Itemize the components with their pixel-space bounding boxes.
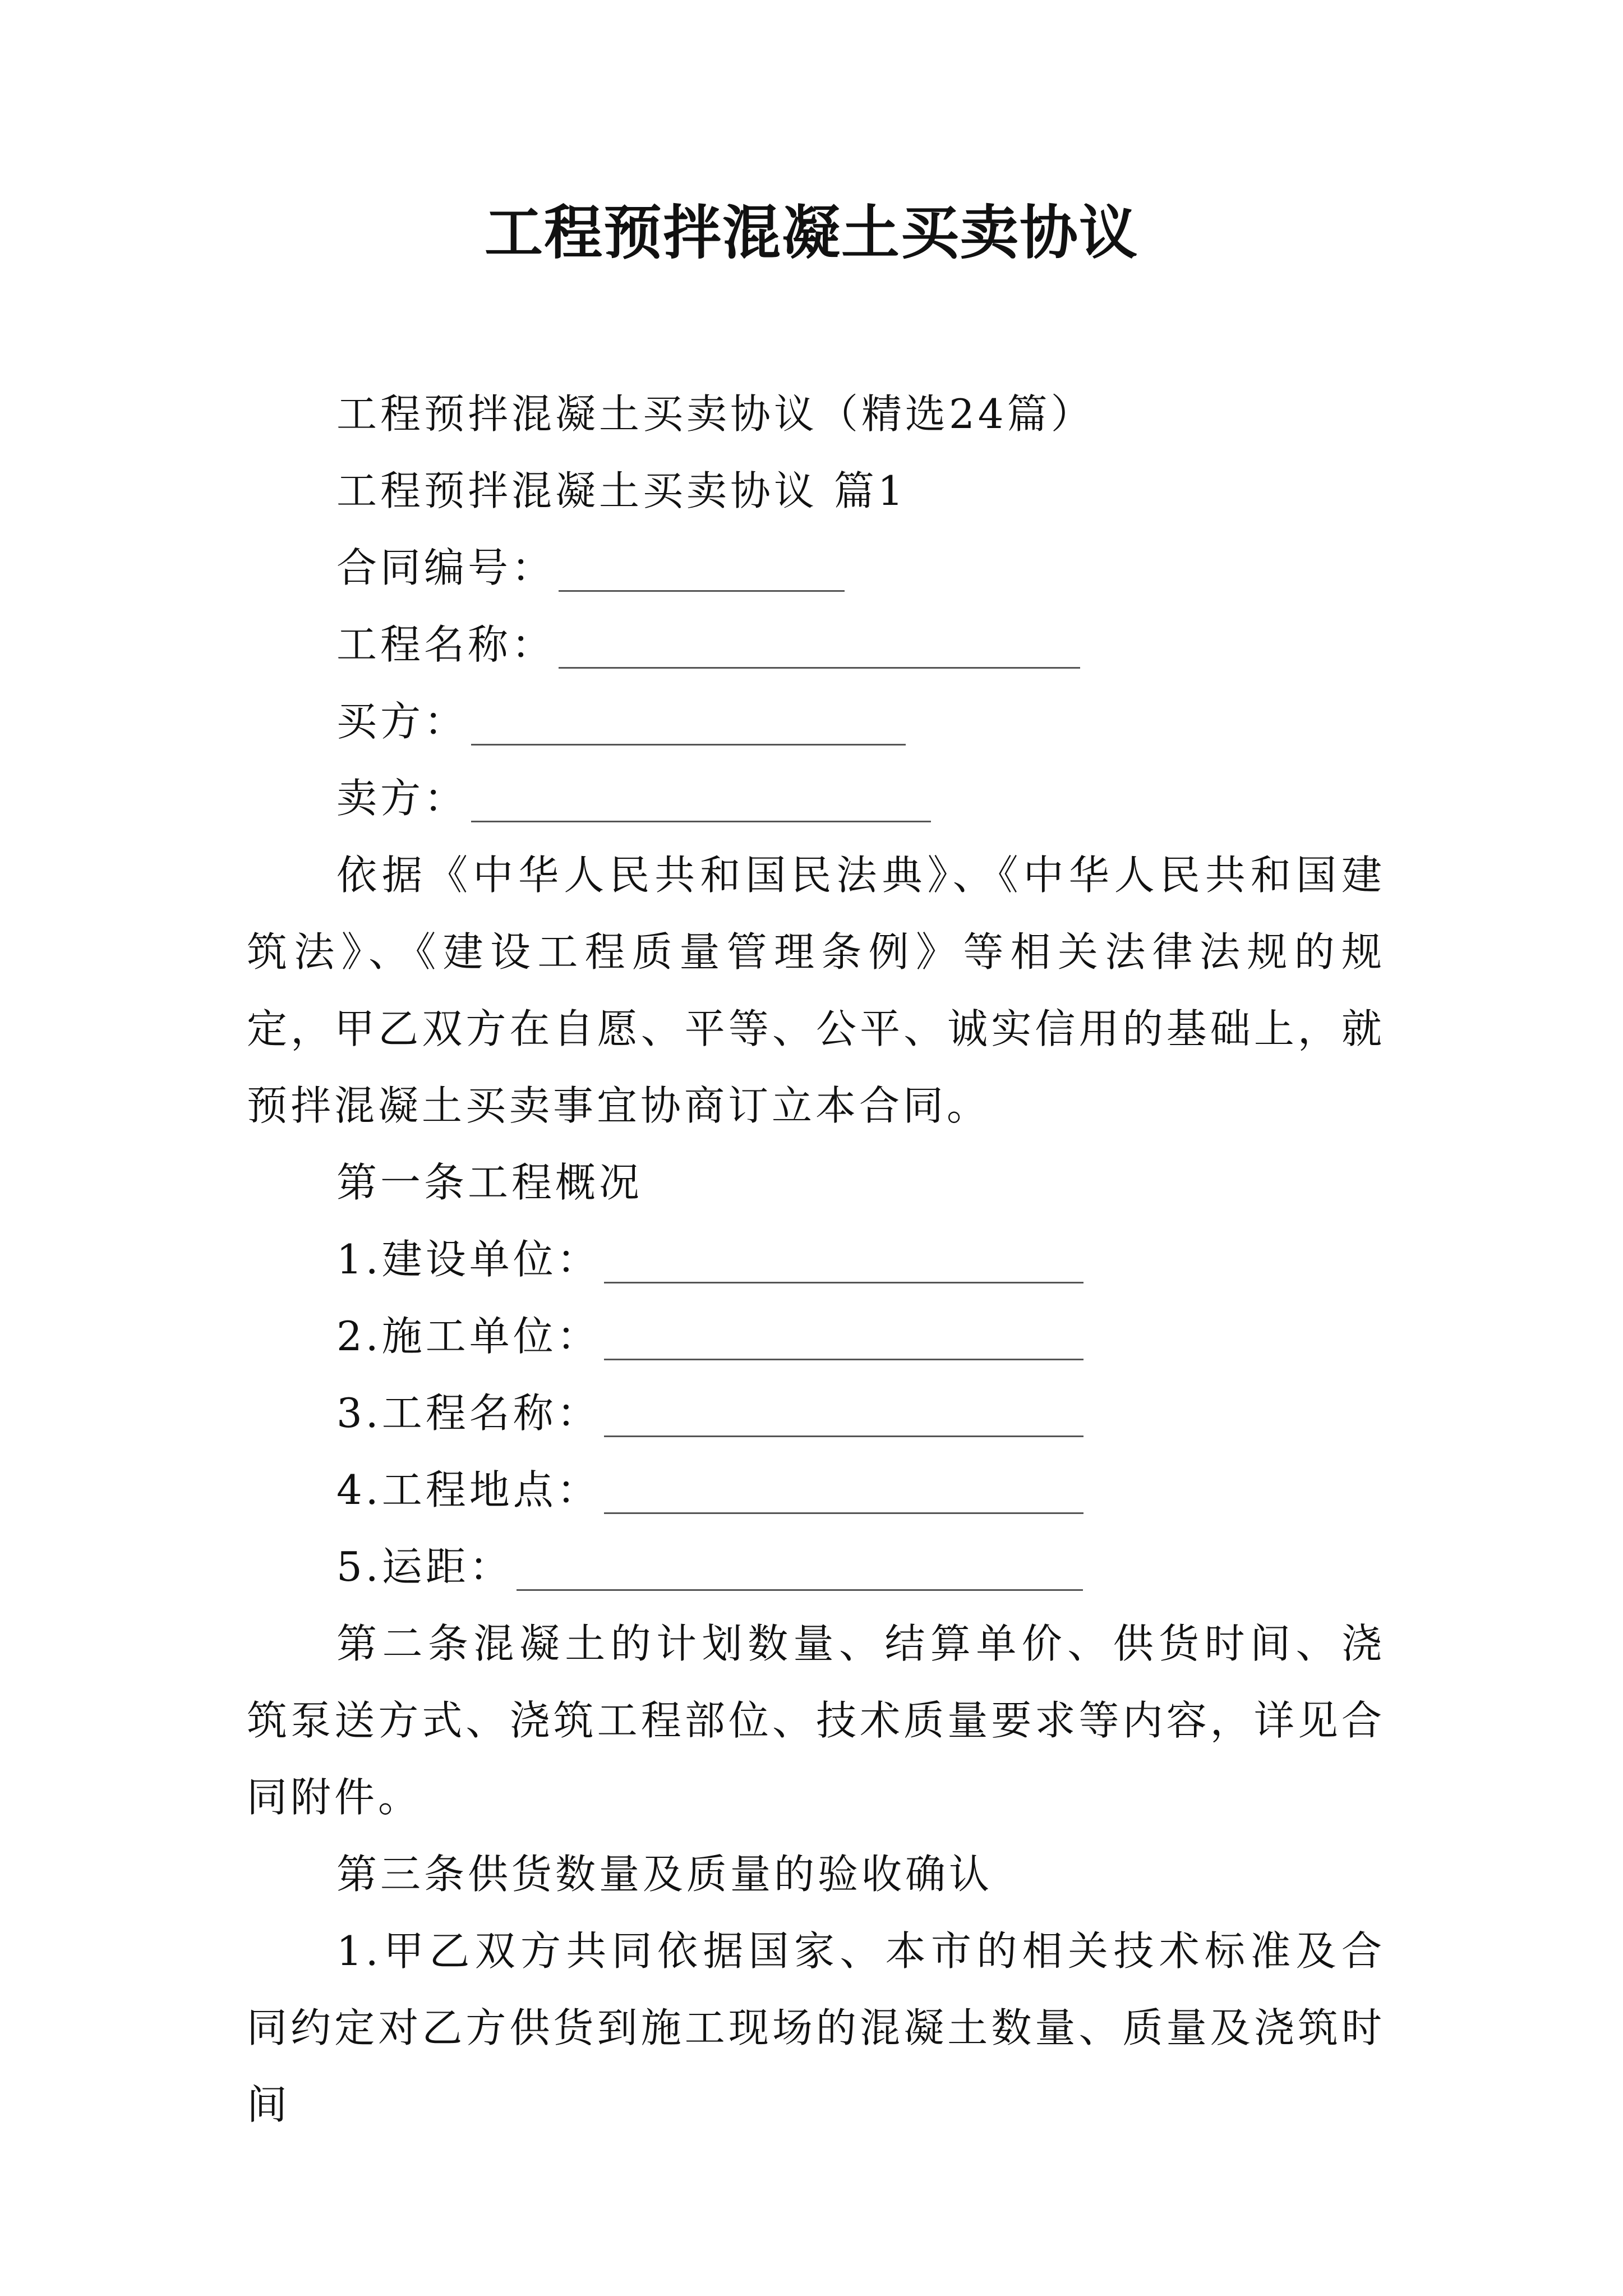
construction-unit-blank[interactable] bbox=[604, 1309, 1083, 1360]
buyer-field bbox=[247, 683, 1385, 760]
intro-paragraph: 依据《中华人民共和国民法典》、《中华人民共和国建筑法》、《建设工程质量管理条例》等相关法律法规的规定，甲乙双方在自愿、平等、公平、诚实信用的基础上，就预拌混凝土买卖事宜协商订立本合同。 bbox=[247, 852, 1385, 1129]
article2-paragraph: 第二条混凝土的计划数量、结算单价、供货时间、浇筑泵送方式、浇筑工程部位、技术质量要求等内容，详见合同附件。 bbox=[247, 1620, 1385, 1821]
field-label: 3.工程名称： bbox=[336, 1389, 601, 1437]
builder-unit-field bbox=[247, 1221, 1385, 1298]
builder-unit-blank[interactable] bbox=[604, 1232, 1083, 1283]
contract-number-blank[interactable] bbox=[559, 541, 845, 592]
buyer-blank[interactable] bbox=[471, 694, 906, 746]
contract-number-field bbox=[247, 530, 1385, 606]
field-label: 工程名称： bbox=[336, 621, 556, 668]
project-location-blank[interactable] bbox=[604, 1463, 1083, 1514]
project-name-field bbox=[247, 606, 1385, 683]
seller-blank[interactable] bbox=[471, 771, 931, 822]
document-title: 工程预拌混凝土买卖协议 bbox=[484, 198, 1138, 267]
distance-blank[interactable] bbox=[517, 1540, 1083, 1591]
distance-field bbox=[247, 1529, 1385, 1605]
seller-field bbox=[247, 760, 1385, 837]
subtitle: 工程预拌混凝土买卖协议（精选24篇） bbox=[336, 390, 1095, 438]
field-label: 4.工程地点： bbox=[336, 1466, 601, 1513]
article3-heading: 第三条供货数量及质量的验收确认 bbox=[336, 1851, 993, 1898]
field-label: 合同编号： bbox=[336, 544, 556, 591]
construction-unit-field bbox=[247, 1298, 1385, 1375]
project-name-2-blank[interactable] bbox=[604, 1386, 1083, 1437]
document-body bbox=[247, 376, 1385, 2143]
article3-item1: 1.甲乙双方共同依据国家、本市的相关技术标准及合同约定对乙方供货到施工现场的混凝土数量、质量及浇筑时间 bbox=[247, 1927, 1385, 2128]
section-heading: 工程预拌混凝土买卖协议 篇1 bbox=[336, 467, 907, 514]
field-label: 卖方： bbox=[336, 775, 468, 822]
field-label: 买方： bbox=[336, 698, 468, 745]
project-location-field bbox=[247, 1452, 1385, 1529]
article1-heading: 第一条工程概况 bbox=[336, 1159, 643, 1206]
project-name-blank[interactable] bbox=[559, 618, 1080, 669]
field-label: 2.施工单位： bbox=[336, 1313, 601, 1360]
field-label: 1.建设单位： bbox=[336, 1236, 601, 1283]
field-label: 5.运距： bbox=[336, 1543, 513, 1590]
project-name-2-field bbox=[247, 1375, 1385, 1452]
